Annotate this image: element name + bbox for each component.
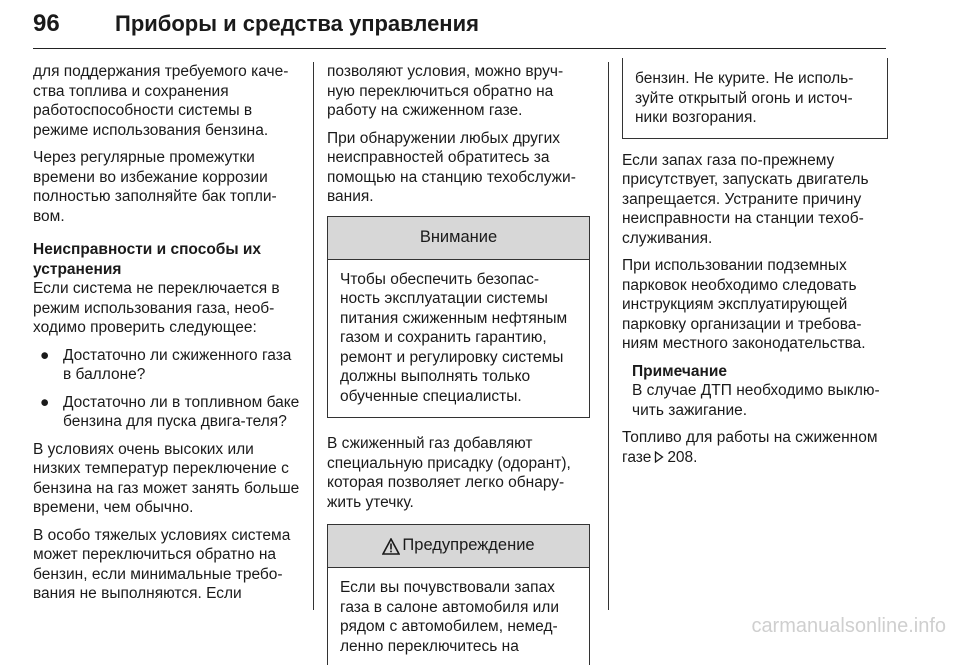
paragraph: для поддержания требуемого каче-ства топлива и сохранения работоспособности системы в режиме использования бензина.: [33, 63, 289, 139]
page-title: Приборы и средства управления: [115, 11, 479, 36]
reference-text: Топливо для работы на сжиженном газе: [622, 429, 878, 466]
page-header: [33, 4, 886, 49]
column-divider: [313, 62, 314, 610]
column-1: [33, 62, 303, 612]
paragraph: При обнаружении любых других неисправностей обратитесь за помощью на станцию техобслужи-вания.: [327, 129, 576, 205]
warning-header: [328, 525, 589, 568]
list-item-text: Достаточно ли в топливном баке бензина для пуска двига-теля?: [63, 393, 300, 430]
attention-title: Внимание: [328, 217, 589, 260]
paragraph: Через регулярные промежутки времени во избежание коррозии полностью заполняйте бак топли-вом.: [33, 149, 277, 225]
warning-triangle-icon: [382, 538, 400, 555]
warning-box-continued: [622, 58, 888, 139]
paragraph: В условиях очень высоких или низких температур переключение с бензина на газ может занять больше времени, чем обычно.: [33, 440, 300, 516]
warning-box: [327, 524, 590, 665]
note-title: Примечание: [632, 362, 727, 380]
column-3: [622, 62, 888, 475]
bullet-icon: ●: [40, 346, 50, 364]
page-reference-arrow-icon: [654, 451, 664, 463]
paragraph: Если система не переключается в режим использования газа, необ-ходимо проверить следующее:: [33, 280, 280, 336]
attention-box: [327, 216, 590, 419]
reference-page: 208.: [667, 448, 698, 466]
section-heading: Неисправности и способы их устранения: [33, 241, 262, 278]
note: [622, 362, 888, 421]
warning-text-continued: бензин. Не курите. Не исполь-зуйте открытый огонь и источ-ники возгорания.: [635, 70, 854, 126]
cross-reference: [622, 428, 888, 467]
watermark-text: carmanualsonline.info: [751, 615, 946, 637]
warning-title: Предупреждение: [402, 536, 535, 555]
page-number: 96: [33, 10, 60, 37]
column-divider: [608, 62, 609, 610]
bullet-icon: ●: [40, 393, 50, 411]
paragraph: позволяют условия, можно вруч-ную переключиться обратно на работу на сжиженном газе.: [327, 63, 564, 119]
paragraph: В сжиженный газ добавляют специальную присадку (одорант), которая позволяет легко обнару-жить утечку.: [327, 435, 571, 511]
list-item-text: Достаточно ли сжиженного газа в баллоне?: [63, 346, 292, 383]
note-text: В случае ДТП необходимо выклю-чить зажигание.: [632, 382, 880, 419]
warning-text: Если вы почувствовали запах газа в салоне автомобиля или рядом с автомобилем, немед-ленно переключитесь на: [340, 579, 560, 655]
paragraph: При использовании подземных парковок необходимо следовать инструкциям эксплуатирующей парковку организации и требова-ниям местного законодательства.: [622, 257, 866, 352]
attention-text: Чтобы обеспечить безопас-ность эксплуатации системы питания сжиженным нефтяным газом и сохранить гарантию, ремонт и регулировку системы должны выполнять только обученные специалисты.: [340, 270, 568, 405]
paragraph: В особо тяжелых условиях система может переключиться обратно на бензин, если минимальные требо-вания не выполняются. Если: [33, 526, 291, 602]
column-2: [327, 62, 590, 665]
list-item: [33, 346, 303, 385]
paragraph: Если запах газа по-прежнему присутствует, запускать двигатель запрещается. Устраните причину неисправности на станции техоб-служивания.: [622, 151, 869, 247]
list-item: [33, 393, 303, 432]
